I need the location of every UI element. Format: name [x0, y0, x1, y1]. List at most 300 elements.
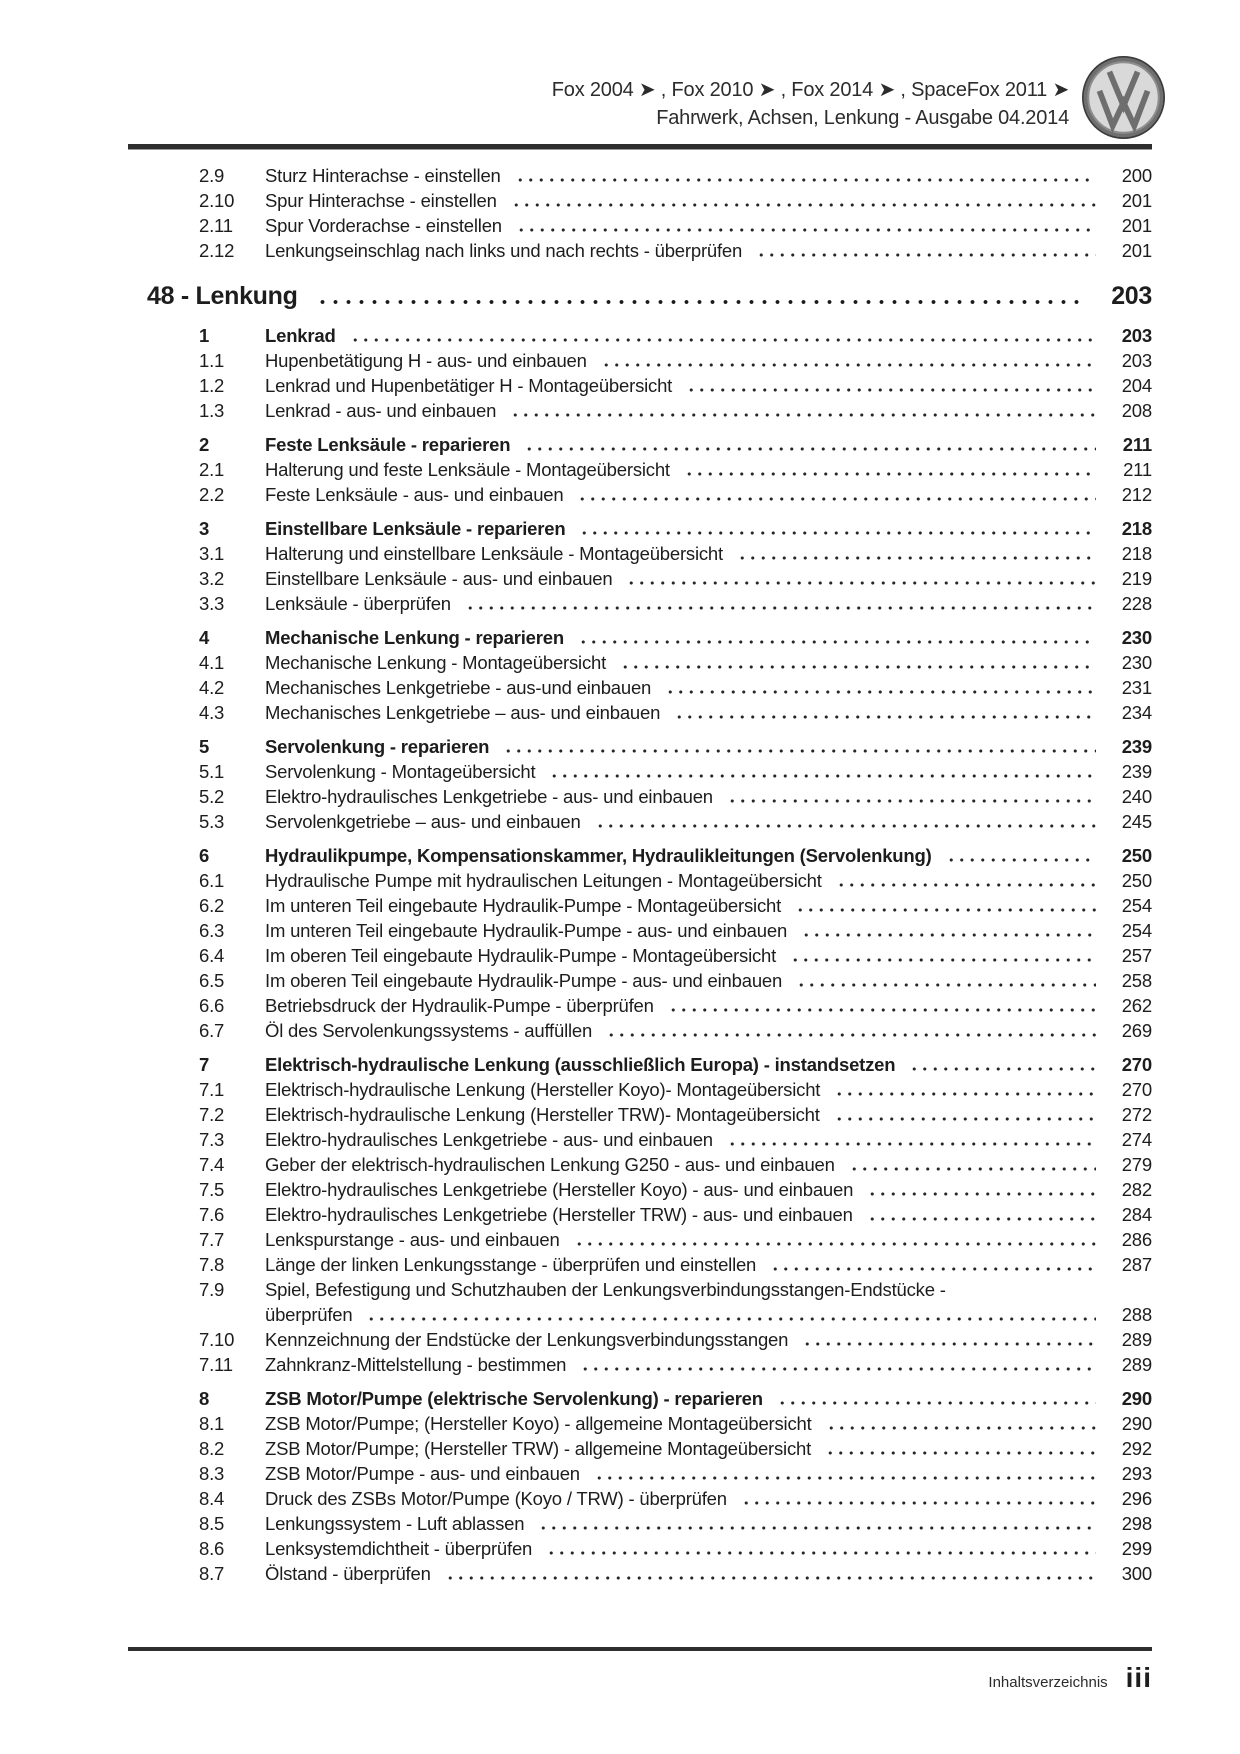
toc-entry-page: 230: [1121, 627, 1152, 648]
toc-entry-title: Im oberen Teil eingebaute Hydraulik-Pumpe - aus- und einbauen: [265, 970, 783, 991]
dot-leader: [465, 591, 1096, 616]
toc-entry-page: 254: [1121, 895, 1152, 916]
toc-entry-line: [265, 1052, 1152, 1077]
toc-entry-body: [265, 348, 1152, 373]
toc-entry-page: 300: [1121, 1563, 1152, 1584]
toc-entry-number: 7.4: [199, 1154, 225, 1175]
dot-leader: [665, 675, 1096, 700]
toc-entry-page: 231: [1121, 677, 1152, 698]
toc-row: [133, 1127, 1152, 1152]
toc-entry-title: Halterung und einstellbare Lenksäule - Montageübersicht: [265, 543, 723, 564]
dot-leader: [516, 213, 1096, 238]
toc-entry-number: 7.2: [199, 1104, 225, 1125]
toc-entry-line: [265, 373, 1152, 398]
toc-row: [133, 1052, 1152, 1077]
toc-entry-page: 270: [1121, 1054, 1152, 1075]
toc-entry-body: [265, 541, 1152, 566]
toc-entry-number: 7.11: [199, 1354, 233, 1375]
dot-leader: [802, 1327, 1096, 1352]
toc-entry-body: [265, 809, 1152, 834]
toc-entry-body: [265, 163, 1152, 188]
toc-row: [133, 1352, 1152, 1377]
toc-entry-title: Im oberen Teil eingebaute Hydraulik-Pumpe - Montageübersicht: [265, 945, 777, 966]
toc-entry-body: [265, 1411, 1152, 1436]
toc-entry-body: [265, 373, 1152, 398]
toc-entry-number: 6.3: [199, 920, 225, 941]
toc-entry-number: 8.6: [199, 1538, 225, 1559]
toc-row: [133, 213, 1152, 238]
toc-entry-body: [265, 432, 1152, 457]
toc-entry-body: [147, 279, 1152, 313]
toc-entry-page: 201: [1121, 215, 1152, 236]
toc-entry-number: 2.11: [199, 215, 233, 236]
toc-entry-body: [265, 700, 1152, 725]
toc-entry-number: 2.10: [199, 190, 235, 211]
toc-entry-number: 7.8: [199, 1254, 225, 1275]
toc-entry-page: 284: [1121, 1204, 1152, 1225]
toc-entry-line: [265, 348, 1152, 373]
toc-entry-body: [265, 1386, 1152, 1411]
toc-entry-number: 6.1: [199, 870, 225, 891]
toc-entry-body: [265, 1536, 1152, 1561]
toc-entry-line: [265, 1352, 1152, 1377]
toc-entry-page: 290: [1121, 1413, 1152, 1434]
dot-leader: [790, 943, 1096, 968]
dot-leader: [515, 163, 1096, 188]
toc-entry-number: 2.12: [199, 240, 235, 261]
toc-entry-page: 289: [1121, 1354, 1152, 1375]
header-subtitle-line: Fahrwerk, Achsen, Lenkung - Ausgabe 04.2014: [656, 107, 1069, 129]
toc-entry-number: 8.1: [199, 1413, 225, 1434]
toc-entry-title: Lenkungssystem - Luft ablassen: [265, 1513, 525, 1534]
toc-entry-title: Lenksäule - überprüfen: [265, 593, 451, 614]
toc-entry-number: 2.9: [199, 165, 225, 186]
toc-entry-title: Elektro-hydraulisches Lenkgetriebe - aus- und einbauen: [265, 786, 713, 807]
toc-entry-title: ZSB Motor/Pumpe - aus- und einbauen: [265, 1463, 580, 1484]
toc-row: [133, 323, 1152, 348]
dot-leader: [580, 1352, 1096, 1377]
dot-leader: [741, 1486, 1096, 1511]
toc-entry-line: [265, 163, 1152, 188]
toc-entry-title: Mechanisches Lenkgetriebe - aus-und einbauen: [265, 677, 652, 698]
toc-entry-line: [265, 625, 1152, 650]
toc-entry-title: Sturz Hinterachse - einstellen: [265, 165, 501, 186]
toc-entry-line: [265, 1486, 1152, 1511]
toc-entry-body: [265, 323, 1152, 348]
toc-row: [133, 843, 1152, 868]
toc-entry-body: [265, 1486, 1152, 1511]
toc-entry-title: Elektrisch-hydraulische Lenkung (Hersteller Koyo)- Montageübersicht: [265, 1079, 821, 1100]
toc-entry-number: 6.7: [199, 1020, 225, 1041]
toc-entry-line: [265, 1327, 1152, 1352]
toc-entry-body: [265, 1327, 1152, 1352]
toc-entry-page: 218: [1121, 518, 1152, 539]
toc-entry-page: 258: [1121, 970, 1152, 991]
dot-leader: [626, 566, 1096, 591]
toc-entry-page: 292: [1121, 1438, 1152, 1459]
toc-row: [133, 1152, 1152, 1177]
toc-entry-line: [265, 1227, 1152, 1252]
toc-entry-body: [265, 893, 1152, 918]
toc-entry-page: 288: [1121, 1304, 1152, 1325]
toc-entry-line: [265, 843, 1152, 868]
toc-entry-body: [265, 1127, 1152, 1152]
toc-entry-body: [265, 993, 1152, 1018]
toc-chapter-row: [133, 279, 1152, 313]
toc-entry-number: 8.4: [199, 1488, 225, 1509]
dot-leader: [578, 625, 1096, 650]
toc-row: [133, 868, 1152, 893]
toc-entry-line: [265, 1536, 1152, 1561]
toc-entry-title: ZSB Motor/Pumpe; (Hersteller TRW) - allgemeine Montageübersicht: [265, 1438, 812, 1459]
toc-entry-number: 6.5: [199, 970, 225, 991]
toc-entry-number: 5: [199, 736, 210, 757]
toc-entry-line: [265, 1411, 1152, 1436]
toc-entry-title: Druck des ZSBs Motor/Pumpe (Koyo / TRW) - überprüfen: [265, 1488, 727, 1509]
dot-leader: [524, 432, 1096, 457]
toc-row: [133, 943, 1152, 968]
toc-entry-number: 7.9: [199, 1279, 225, 1300]
toc-entry-body: [265, 650, 1152, 675]
toc-entry-line: [265, 1177, 1152, 1202]
toc-entry-body: [265, 784, 1152, 809]
toc-entry-page: 211: [1123, 459, 1152, 480]
toc-entry-body: [265, 457, 1152, 482]
toc-entry-number: 7.1: [199, 1079, 225, 1100]
dot-leader: [867, 1202, 1096, 1227]
toc-entry-title: Kennzeichnung der Endstücke der Lenkungsverbindungsstangen: [265, 1329, 789, 1350]
toc-entry-body: [265, 1152, 1152, 1177]
toc-entry-body: [265, 1202, 1152, 1227]
toc-entry-page: 279: [1121, 1154, 1152, 1175]
toc-entry-line: [265, 1436, 1152, 1461]
toc-entry-page: 272: [1121, 1104, 1152, 1125]
toc-entry-line: [265, 1077, 1152, 1102]
toc-entry-page: 298: [1121, 1513, 1152, 1534]
toc-entry-line: [265, 968, 1152, 993]
toc-entry-line: [265, 784, 1152, 809]
toc-row: [133, 1202, 1152, 1227]
toc-entry-body: [265, 1102, 1152, 1127]
toc-entry-page: 270: [1121, 1079, 1152, 1100]
toc-entry-body: [265, 516, 1152, 541]
toc-entry-line: [265, 432, 1152, 457]
toc-row: [133, 1436, 1152, 1461]
toc-row: [133, 650, 1152, 675]
dot-leader: [796, 968, 1096, 993]
toc-entry-title: Zahnkranz-Mittelstellung - bestimmen: [265, 1354, 567, 1375]
toc-row: [133, 918, 1152, 943]
toc-entry-number: 6.4: [199, 945, 225, 966]
toc-entry-body: [265, 943, 1152, 968]
toc-entry-line: [265, 541, 1152, 566]
toc-row: [133, 1077, 1152, 1102]
toc-entry-body: [265, 1436, 1152, 1461]
toc-entry-line: [147, 279, 1152, 313]
toc-entry-line: [265, 1302, 1152, 1327]
toc-entry-title: Spur Hinterachse - einstellen: [265, 190, 497, 211]
dot-leader: [538, 1511, 1096, 1536]
toc-entry-number: 6.2: [199, 895, 225, 916]
toc-entry-body: [265, 1177, 1152, 1202]
header-rule: [128, 144, 1152, 150]
dot-leader: [801, 918, 1096, 943]
toc-row: [133, 1411, 1152, 1436]
dot-leader: [909, 1052, 1096, 1077]
toc-row: [133, 700, 1152, 725]
toc-row: [133, 1386, 1152, 1411]
toc-row: [133, 238, 1152, 263]
toc-row: [133, 784, 1152, 809]
toc-entry-title: Lenkrad: [265, 325, 336, 346]
toc-entry-title: Mechanische Lenkung - Montageübersicht: [265, 652, 607, 673]
dot-leader: [350, 323, 1096, 348]
toc-entry-line: [265, 566, 1152, 591]
toc-entry-title: Elektro-hydraulisches Lenkgetriebe (Hersteller TRW) - aus- und einbauen: [265, 1204, 853, 1225]
toc-entry-line: [265, 1277, 1152, 1302]
toc-entry-line: [265, 323, 1152, 348]
toc-entry-line: [265, 1018, 1152, 1043]
toc-entry-number: 3.3: [199, 593, 225, 614]
dot-leader: [795, 893, 1096, 918]
toc-row: [133, 1327, 1152, 1352]
toc-entry-line: [265, 943, 1152, 968]
dot-leader: [946, 843, 1096, 868]
dot-leader: [503, 734, 1096, 759]
toc-entry-line: [265, 650, 1152, 675]
dot-leader: [579, 516, 1096, 541]
toc-entry-line: [265, 457, 1152, 482]
toc-row: [133, 625, 1152, 650]
toc-entry-number: 7: [199, 1054, 210, 1075]
toc-entry-number: 6: [199, 845, 210, 866]
toc-entry-line: [265, 1152, 1152, 1177]
toc-entry-body: [265, 1077, 1152, 1102]
toc-entry-body: [265, 398, 1152, 423]
toc-entry-body: [265, 968, 1152, 993]
toc-row: [133, 675, 1152, 700]
toc-entry-body: [265, 213, 1152, 238]
toc-entry-page: 211: [1122, 434, 1152, 455]
dot-leader: [727, 784, 1096, 809]
toc-row: [133, 516, 1152, 541]
toc-row: [133, 759, 1152, 784]
toc-entry-title: Servolenkung - Montageübersicht: [265, 761, 536, 782]
toc-entry-line: [265, 734, 1152, 759]
toc-row: [133, 591, 1152, 616]
toc-row: [133, 1486, 1152, 1511]
toc-entry-title-continued: überprüfen: [265, 1304, 353, 1325]
toc-entry-title: Lenkspurstange - aus- und einbauen: [265, 1229, 560, 1250]
dot-leader: [834, 1102, 1096, 1127]
dot-leader: [601, 348, 1096, 373]
toc-entry-body: [265, 843, 1152, 868]
footer-page-number: iii: [1125, 1662, 1152, 1693]
dot-leader: [825, 1436, 1096, 1461]
toc-row: [133, 809, 1152, 834]
page-header: [133, 56, 1165, 136]
dot-leader: [849, 1152, 1096, 1177]
toc-entry-number: 4.3: [199, 702, 225, 723]
toc-entry-number: 8.7: [199, 1563, 225, 1584]
toc-entry-title: Elektrisch-hydraulische Lenkung (ausschließlich Europa) - instandsetzen: [265, 1054, 896, 1075]
toc-entry-number: 1.2: [199, 375, 225, 396]
toc-entry-number: 1: [199, 325, 210, 346]
toc-entry-page: 245: [1121, 811, 1152, 832]
toc-entry-title: Öl des Servolenkungssystems - auffüllen: [265, 1020, 593, 1041]
toc-entry-number: 7.7: [199, 1229, 225, 1250]
toc-row: [133, 1227, 1152, 1252]
toc-entry-title: Servolenkgetriebe – aus- und einbauen: [265, 811, 581, 832]
toc-row: [133, 398, 1152, 423]
toc-entry-body: [265, 1511, 1152, 1536]
dot-leader: [606, 1018, 1096, 1043]
toc-entry-body: [265, 1277, 1152, 1327]
toc-entry-number: 8.5: [199, 1513, 225, 1534]
toc-row: [133, 566, 1152, 591]
toc-entry-body: [265, 625, 1152, 650]
toc-row: [133, 1018, 1152, 1043]
toc-entry-page: 204: [1121, 375, 1152, 396]
toc-entry-page: 250: [1121, 845, 1152, 866]
toc-row: [133, 1511, 1152, 1536]
toc-entry-body: [265, 1352, 1152, 1377]
toc-entry-title: Spur Vorderachse - einstellen: [265, 215, 502, 236]
toc-entry-title: Länge der linken Lenkungsstange - überprüfen und einstellen: [265, 1254, 757, 1275]
toc-row: [133, 968, 1152, 993]
toc-entry-title: Mechanische Lenkung - reparieren: [265, 627, 564, 648]
toc-entry-number: 8.2: [199, 1438, 225, 1459]
toc-entry-line: [265, 759, 1152, 784]
toc-entry-number: 1.3: [199, 400, 225, 421]
footer-rule: [128, 1647, 1152, 1651]
toc-entry-number: 7.10: [199, 1329, 235, 1350]
toc-entry-page: 282: [1121, 1179, 1152, 1200]
toc-entry-page: 269: [1121, 1020, 1152, 1041]
toc-entry-body: [265, 1461, 1152, 1486]
toc-row: [133, 1277, 1152, 1327]
toc-entry-page: 203: [1111, 282, 1152, 310]
toc-entry-page: 254: [1121, 920, 1152, 941]
toc-entry-body: [265, 734, 1152, 759]
toc-entry-title: Lenkrad und Hupenbetätiger H - Montageübersicht: [265, 375, 673, 396]
toc-entry-title: Hydraulikpumpe, Kompensationskammer, Hydraulikleitungen (Servolenkung): [265, 845, 932, 866]
toc-entry-title: Im unteren Teil eingebaute Hydraulik-Pumpe - aus- und einbauen: [265, 920, 788, 941]
toc-entry-page: 203: [1121, 350, 1152, 371]
toc-entry-line: [265, 398, 1152, 423]
toc-row: [133, 1536, 1152, 1561]
toc-entry-title: Einstellbare Lenksäule - aus- und einbauen: [265, 568, 613, 589]
toc-entry-title: Spiel, Befestigung und Schutzhauben der Lenkungsverbindungsstangen-Endstücke -: [265, 1279, 946, 1300]
dot-leader: [511, 188, 1096, 213]
toc-row: [133, 432, 1152, 457]
toc-entry-line: [265, 918, 1152, 943]
toc-entry-body: [265, 1052, 1152, 1077]
vw-logo-icon: [1082, 56, 1165, 139]
toc-entry-body: [265, 868, 1152, 893]
toc-entry-title: ZSB Motor/Pumpe; (Hersteller Koyo) - allgemeine Montageübersicht: [265, 1413, 812, 1434]
toc-row: [133, 893, 1152, 918]
toc-entry-number: 8.3: [199, 1463, 225, 1484]
toc-entry-page: 239: [1121, 761, 1152, 782]
toc-entry-page: 299: [1121, 1538, 1152, 1559]
toc-entry-page: 293: [1121, 1463, 1152, 1484]
toc-row: [133, 1102, 1152, 1127]
toc-entry-page: 219: [1121, 568, 1152, 589]
toc-entry-body: [265, 918, 1152, 943]
toc-entry-title: Halterung und feste Lenksäule - Montageübersicht: [265, 459, 670, 480]
toc-entry-page: 290: [1121, 1388, 1152, 1409]
toc-entry-body: [265, 759, 1152, 784]
dot-leader: [366, 1302, 1096, 1327]
toc-entry-line: [265, 213, 1152, 238]
toc-entry-title: Lenkungseinschlag nach links und nach rechts - überprüfen: [265, 240, 743, 261]
toc-entry-page: 201: [1121, 240, 1152, 261]
toc-entry-number: 5.1: [199, 761, 225, 782]
toc-entry-line: [265, 809, 1152, 834]
dot-leader: [595, 809, 1096, 834]
toc-entry-line: [265, 1511, 1152, 1536]
toc-entry-number: 5.2: [199, 786, 225, 807]
dot-leader: [316, 279, 1086, 313]
toc-entry-number: 5.3: [199, 811, 225, 832]
toc-entry-page: 208: [1121, 400, 1152, 421]
toc-entry-page: 262: [1121, 995, 1152, 1016]
toc-row: [133, 1561, 1152, 1586]
dot-leader: [668, 993, 1096, 1018]
dot-leader: [546, 1536, 1096, 1561]
toc-row: [133, 1252, 1152, 1277]
toc-entry-title: Hydraulische Pumpe mit hydraulischen Leitungen - Montageübersicht: [265, 870, 822, 891]
dot-leader: [826, 1411, 1096, 1436]
header-models-line: Fox 2004 ➤ , Fox 2010 ➤ , Fox 2014 ➤ , SpaceFox 2011 ➤: [551, 79, 1069, 101]
toc-entry-title: 48 - Lenkung: [147, 282, 298, 310]
dot-leader: [834, 1077, 1096, 1102]
toc-entry-title: Hupenbetätigung H - aus- und einbauen: [265, 350, 587, 371]
toc-row: [133, 482, 1152, 507]
toc-entry-title: Elektro-hydraulisches Lenkgetriebe - aus- und einbauen: [265, 1129, 713, 1150]
toc-entry-line: [265, 893, 1152, 918]
toc-entry-body: [265, 566, 1152, 591]
toc-entry-line: [265, 1386, 1152, 1411]
toc-entry-title: Elektro-hydraulisches Lenkgetriebe (Hersteller Koyo) - aus- und einbauen: [265, 1179, 854, 1200]
toc-entry-line: [265, 1561, 1152, 1586]
toc-row: [133, 1461, 1152, 1486]
toc-list: [133, 163, 1152, 1586]
dot-leader: [684, 457, 1096, 482]
toc-entry-title: Im unteren Teil eingebaute Hydraulik-Pumpe - Montageübersicht: [265, 895, 782, 916]
toc-row: [133, 734, 1152, 759]
toc-entry-title: Feste Lenksäule - reparieren: [265, 434, 511, 455]
dot-leader: [574, 1227, 1096, 1252]
toc-row: [133, 993, 1152, 1018]
toc-entry-body: [265, 1252, 1152, 1277]
toc-entry-number: 8: [199, 1388, 210, 1409]
toc-entry-page: 218: [1121, 543, 1152, 564]
toc-entry-number: 4.2: [199, 677, 225, 698]
toc-entry-title: Einstellbare Lenksäule - reparieren: [265, 518, 566, 539]
toc-entry-page: 289: [1121, 1329, 1152, 1350]
toc-entry-page: 250: [1121, 870, 1152, 891]
toc-row: [133, 373, 1152, 398]
toc-entry-page: 274: [1121, 1129, 1152, 1150]
toc-entry-line: [265, 675, 1152, 700]
toc-entry-title: Elektrisch-hydraulische Lenkung (Hersteller TRW)- Montageübersicht: [265, 1104, 820, 1125]
toc-entry-page: 239: [1121, 736, 1152, 757]
toc-entry-title: Mechanisches Lenkgetriebe – aus- und einbauen: [265, 702, 661, 723]
toc-entry-title: ZSB Motor/Pumpe (elektrische Servolenkung) - reparieren: [265, 1388, 763, 1409]
toc-entry-body: [265, 675, 1152, 700]
